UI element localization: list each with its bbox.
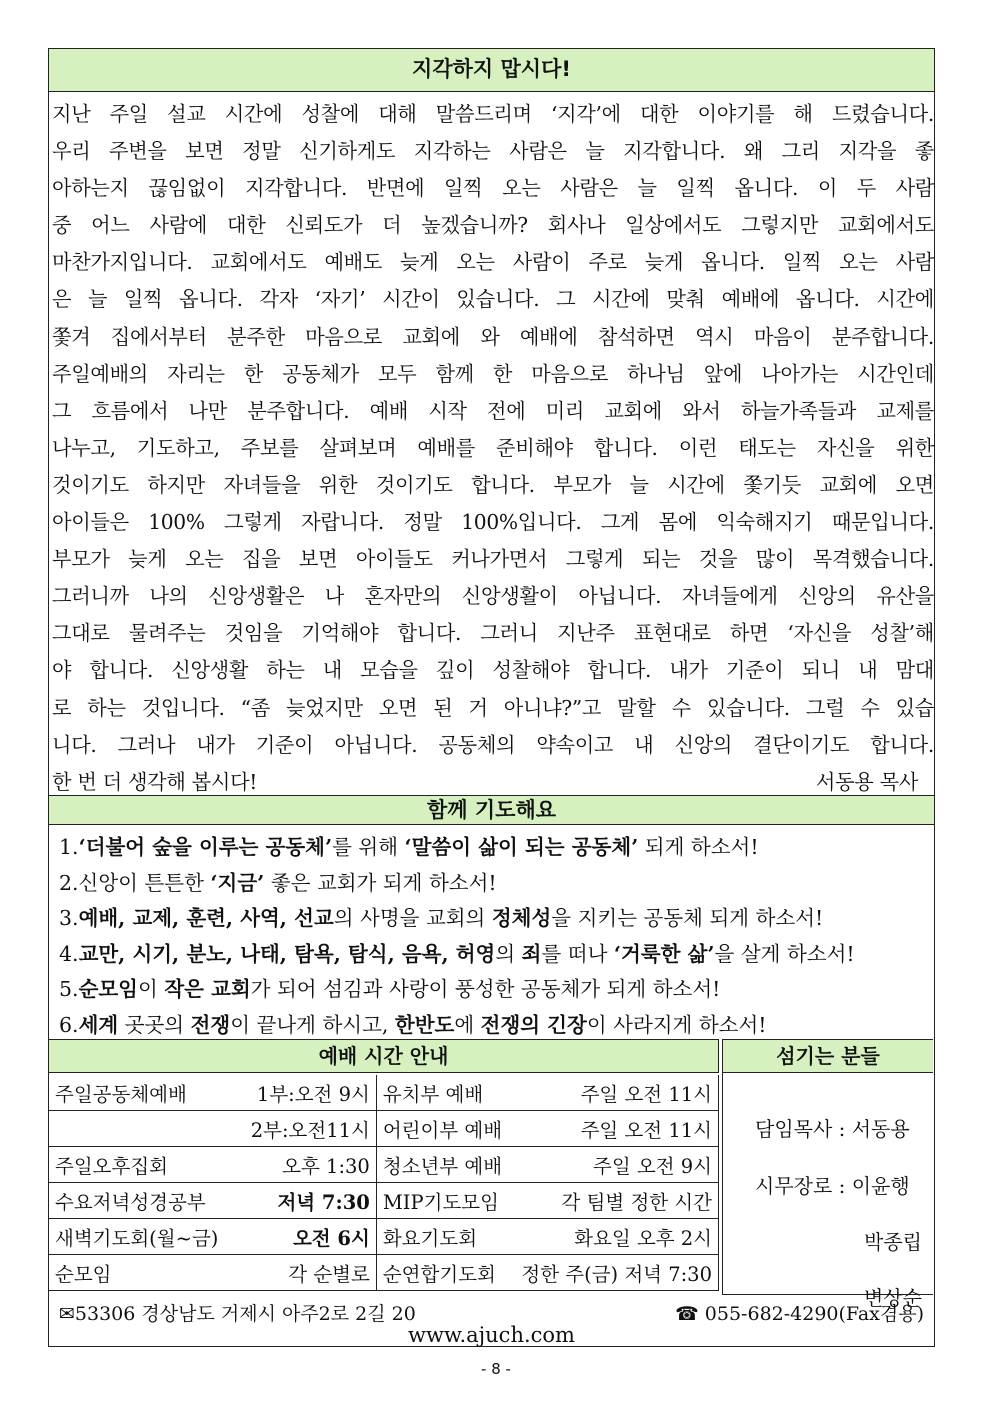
sermon-line: 아하는지 끊임없이 지각합니다. 반면에 일찍 오는 사람은 늘 일찍 옵니다. 이 두 사람 xyxy=(52,176,934,201)
prayer-emphasis: 전쟁의 긴장 xyxy=(480,1012,587,1037)
prayer-item xyxy=(59,830,929,866)
website-link[interactable]: www.ajuch.com xyxy=(408,1323,575,1347)
serving-elder-2: 박종립 xyxy=(864,1230,922,1254)
service-name: MIP기도모임 xyxy=(382,1190,499,1214)
sermon-line: 우리 주변을 보면 정말 신기하게도 지각하는 사람은 늘 지각합니다. 왜 그리 지각을 좋 xyxy=(52,139,934,164)
prayer-text: 2.신앙이 튼튼한 xyxy=(59,870,211,895)
prayer-emphasis: 죄 xyxy=(521,941,542,966)
phone xyxy=(675,1299,924,1326)
sermon-line: 지난 주일 설교 시간에 성찰에 대해 말씀드리며 ‘지각’에 대한 이야기를 해 드렸습니다. xyxy=(52,102,934,126)
sermon-line: 그 흐름에서 나만 분주합니다. 예배 시작 전에 미리 교회에 와서 하늘가족들과 교제를 xyxy=(52,398,934,423)
schedule-cell-right xyxy=(376,1075,718,1111)
sermon-line: 은 늘 일찍 옵니다. 각자 ‘자기’ 시간이 있습니다. 그 시간에 맞춰 예배에 옵니다. 시간에 xyxy=(52,287,934,312)
service-time: 각 팀별 정한 시간 xyxy=(561,1190,712,1214)
service-time: 화요일 오후 2시 xyxy=(574,1226,712,1250)
prayer-emphasis: ‘거룩한 삶’ xyxy=(613,941,715,966)
prayer-emphasis: ‘지금’ xyxy=(210,870,265,895)
service-name: 화요기도회 xyxy=(382,1226,478,1250)
prayer-text: 6. xyxy=(59,1012,79,1037)
prayer-text: 이 xyxy=(137,977,165,1002)
prayer-list xyxy=(59,830,929,1044)
prayer-emphasis: ‘말씀이 삶이 되는 공동체’ xyxy=(404,835,639,859)
schedule-cell-right xyxy=(376,1183,718,1219)
sermon-line: 야 합니다. 신앙생활 하는 내 모습을 깊이 성찰해야 합니다. 내가 기준이 되니 내 맘대 xyxy=(52,658,934,683)
prayer-item xyxy=(59,901,929,937)
sermon-line: 한 번 더 생각해 봅시다! xyxy=(52,769,258,794)
prayer-text: 3. xyxy=(59,906,79,931)
sermon-title: 지각하지 맙시다! xyxy=(49,49,934,92)
sermon-line: 로 하는 것입니다. “좀 늦었지만 오면 된 거 아니냐?”고 말할 수 있습니다. 그럴 수 있습 xyxy=(52,695,934,720)
prayer-text: 좋은 교회가 되게 하소서! xyxy=(264,870,497,895)
worship-schedule-title: 예배 시간 안내 xyxy=(49,1039,719,1073)
service-time: 1부:오전 9시 xyxy=(256,1082,370,1106)
schedule-row xyxy=(49,1111,719,1147)
servers-box xyxy=(722,1073,933,1310)
service-time: 2부:오전11시 xyxy=(250,1118,370,1142)
sermon-line: 쫓겨 집에서부터 분주한 마음으로 교회에 와 예배에 참석하면 역시 마음이 분주합니다. xyxy=(52,324,934,349)
schedule-row xyxy=(49,1183,719,1219)
prayer-emphasis: 순모임 xyxy=(78,977,138,1002)
bulletin-page-frame xyxy=(48,48,935,1347)
sermon-line: 아이들은 100% 그렇게 자랍니다. 정말 100%입니다. 그게 몸에 익숙해지기 때문입니다. xyxy=(52,510,934,535)
serving-elder: 시무장로 : 이윤행 xyxy=(755,1174,910,1198)
schedule-cell-right xyxy=(376,1147,718,1183)
service-time: 주일 오전 9시 xyxy=(593,1154,712,1178)
phone-icon: ☎ xyxy=(675,1303,705,1325)
prayer-text: 이 사라지게 하소서! xyxy=(586,1012,767,1037)
address-text: 53306 경상남도 거제시 아주2로 2길 20 xyxy=(74,1303,416,1325)
prayer-item xyxy=(59,937,929,973)
prayer-text: 되게 하소서! xyxy=(638,835,759,859)
servers-title: 섬기는 분들 xyxy=(722,1039,933,1073)
serving-elder-3: 변상순 xyxy=(864,1286,922,1310)
schedule-row xyxy=(49,1075,719,1111)
schedule-cell-left xyxy=(49,1183,376,1219)
sermon-line: 니다. 그러나 내가 기준이 아닙니다. 공동체의 약속이고 내 신앙의 결단이기도 합니다. xyxy=(52,732,934,757)
prayer-text: 을 살게 하소서! xyxy=(714,941,855,966)
prayer-emphasis: ‘더불어 숲을 이루는 공동체’ xyxy=(78,835,333,859)
service-name: 주일공동체예배 xyxy=(55,1082,187,1106)
service-time: 각 순별로 xyxy=(288,1262,370,1286)
prayer-emphasis: 정체성 xyxy=(491,906,552,931)
prayer-emphasis: 전쟁 xyxy=(190,1012,231,1037)
service-name: 순모임 xyxy=(55,1262,112,1286)
sermon-line: 주일예배의 자리는 한 공동체가 모두 함께 한 마음으로 하나님 앞에 나아가는 시간인데 xyxy=(52,361,934,386)
mail-icon: ✉ xyxy=(59,1303,75,1325)
schedule-cell-left xyxy=(49,1219,376,1255)
worship-schedule-table xyxy=(49,1075,719,1291)
schedule-cell-left xyxy=(49,1111,376,1147)
prayer-text: 4. xyxy=(59,941,79,966)
sermon-line: 그대로 물려주는 것임을 기억해야 합니다. 그러니 지난주 표현대로 하면 ‘자신을 성찰’해 xyxy=(52,621,934,646)
prayer-emphasis: 교만, 시기, 분노, 나태, 탐욕, 탐식, 음욕, 허영 xyxy=(78,941,496,966)
sermon-body xyxy=(52,96,934,801)
prayer-text: 곳곳의 xyxy=(118,1012,191,1037)
service-name: 순연합기도회 xyxy=(382,1262,496,1286)
prayer-text: 가 되어 섬김과 사랑이 풍성한 공동체가 되게 하소서! xyxy=(250,977,721,1002)
service-time: 오후 1:30 xyxy=(282,1154,370,1178)
senior-pastor: 담임목사 : 서동용 xyxy=(755,1117,910,1141)
service-time: 정한 주(금) 저녁 7:30 xyxy=(521,1262,712,1286)
prayer-text: 5. xyxy=(59,977,79,1002)
prayer-text: 이 끝나게 하시고, xyxy=(230,1012,395,1037)
service-name: 유치부 예배 xyxy=(382,1082,484,1106)
address xyxy=(59,1299,416,1326)
service-name: 새벽기도회(월~금) xyxy=(55,1226,219,1250)
prayer-text: 를 떠나 xyxy=(541,941,614,966)
sermon-line: 것이기도 하지만 자녀들을 위한 것이기도 합니다. 부모가 늘 시간에 쫓기듯 교회에 오면 xyxy=(52,472,934,497)
service-time: 저녁 7:30 xyxy=(277,1190,370,1214)
phone-text: 055-682-4290(Fax겸용) xyxy=(704,1303,924,1325)
prayer-title: 함께 기도해요 xyxy=(49,795,934,825)
service-name: 수요저녁성경공부 xyxy=(55,1190,206,1214)
sermon-line: 부모가 늦게 오는 집을 보면 아이들도 커나가면서 그렇게 되는 것을 많이 목격했습니다. xyxy=(52,547,934,572)
prayer-item xyxy=(59,866,929,902)
service-time: 주일 오전 11시 xyxy=(580,1082,712,1106)
prayer-text: 에 xyxy=(454,1012,481,1037)
service-name: 주일오후집회 xyxy=(55,1154,169,1178)
schedule-row xyxy=(49,1147,719,1183)
schedule-cell-left xyxy=(49,1147,376,1183)
prayer-text: 을 지키는 공동체 되게 하소서! xyxy=(551,906,824,931)
prayer-emphasis: 예배, 교제, 훈련, 사역, 선교 xyxy=(78,906,334,931)
prayer-text: 의 xyxy=(495,941,522,966)
schedule-cell-right xyxy=(376,1255,718,1291)
schedule-row xyxy=(49,1219,719,1255)
prayer-text: 1. xyxy=(59,835,79,859)
schedule-cell-left xyxy=(49,1075,376,1111)
page-number: - 8 - xyxy=(481,1360,511,1378)
prayer-text: 를 위해 xyxy=(332,835,405,859)
schedule-cell-right xyxy=(376,1219,718,1255)
prayer-emphasis: 작은 교회 xyxy=(164,977,251,1002)
sermon-line: 나누고, 기도하고, 주보를 살펴보며 예배를 준비해야 합니다. 이런 태도는 자신을 위한 xyxy=(52,435,934,460)
service-name: 어린이부 예배 xyxy=(382,1118,503,1142)
prayer-emphasis: 세계 xyxy=(78,1012,119,1037)
sermon-signature: 서동용 목사 xyxy=(815,769,918,794)
schedule-cell-right xyxy=(376,1111,718,1147)
service-time: 주일 오전 11시 xyxy=(580,1118,712,1142)
prayer-emphasis: 한반도 xyxy=(394,1012,455,1037)
sermon-line: 마찬가지입니다. 교회에서도 예배도 늦게 오는 사람이 주로 늦게 옵니다. 일찍 오는 사람 xyxy=(52,250,934,275)
service-time: 오전 6시 xyxy=(292,1226,370,1250)
prayer-text: 의 사명을 교회의 xyxy=(333,906,492,931)
prayer-item xyxy=(59,972,929,1008)
service-name: 청소년부 예배 xyxy=(382,1154,503,1178)
schedule-row xyxy=(49,1255,719,1291)
sermon-line: 그러니까 나의 신앙생활은 나 혼자만의 신앙생활이 아닙니다. 자녀들에게 신앙의 유산을 xyxy=(52,584,934,609)
sermon-line: 중 어느 사람에 대한 신뢰도가 더 높겠습니까? 회사나 일상에서도 그렇지만 교회에서도 xyxy=(52,213,934,238)
schedule-cell-left xyxy=(49,1255,376,1291)
